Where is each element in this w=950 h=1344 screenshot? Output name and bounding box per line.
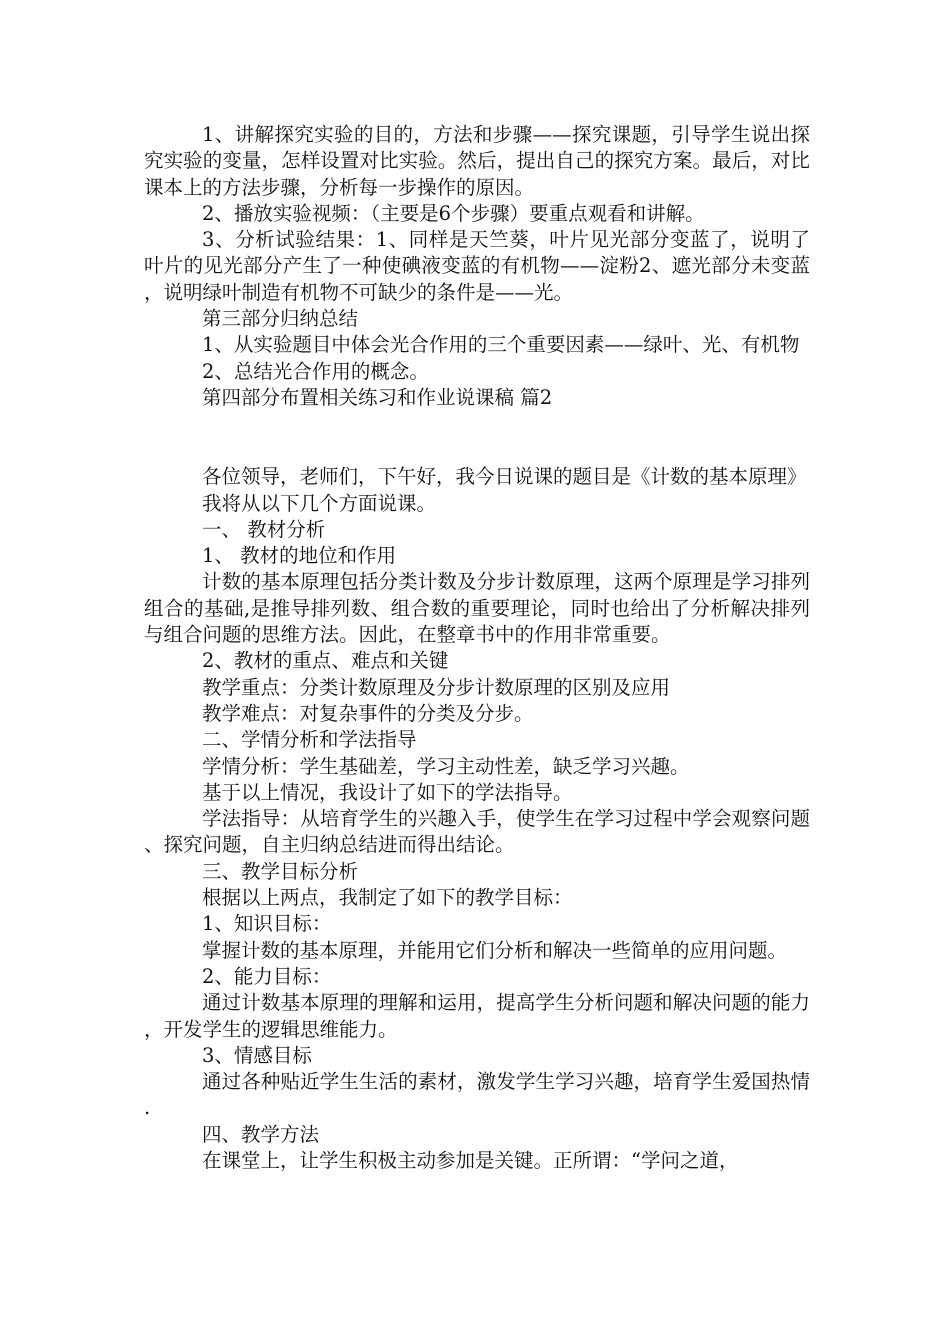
blank-space	[144, 411, 810, 464]
paragraph: 掌握计数的基本原理，并能用它们分析和解决一些简单的应用问题。	[202, 938, 788, 962]
paragraph: 学法指导：从培育学生的兴趣入手，使学生在学习过程中学会观察问题、探究问题，自主归纳总结进而得出结论。	[144, 807, 810, 857]
paragraph: 3、分析试验结果：1、同样是天竺葵，叶片见光部分变蓝了，说明了叶片的见光部分产生了一种使碘液变蓝的有机物——淀粉2、遮光部分未变蓝，说明绿叶制造有机物不可缺少的条件是——光。	[144, 228, 810, 304]
paragraph: 教学难点：对复杂事件的分类及分步。	[202, 701, 534, 725]
paragraph: 各位领导，老师们，下午好，我今日说课的题目是《计数的基本原理》	[202, 465, 807, 489]
subsection-heading: 3、情感目标	[202, 1043, 312, 1067]
paragraph: 1、讲解探究实验的目的，方法和步骤——探究课题，引导学生说出探究实验的变量，怎样设置对比实验。然后，提出自己的探究方案。最后，对比课本上的方法步骤，分析每一步操作的原因。	[144, 123, 810, 199]
subsection-heading: 1、知识目标：	[202, 912, 332, 936]
section-heading: 四、教学方法	[202, 1122, 320, 1146]
paragraph: 2、总结光合作用的概念。	[202, 359, 429, 383]
section-heading: 第三部分归纳总结	[202, 307, 359, 331]
section-heading: 一、 教材分析	[202, 517, 326, 541]
paragraph: 通过计数基本原理的理解和运用，提高学生分析问题和解决问题的能力，开发学生的逻辑思维能力。	[144, 991, 810, 1041]
paragraph: 学情分析：学生基础差，学习主动性差，缺乏学习兴趣。	[202, 754, 690, 778]
section-heading: 第四部分布置相关练习和作业说课稿 篇2	[202, 385, 553, 409]
subsection-heading: 2、能力目标：	[202, 964, 332, 988]
paragraph: 教学重点：分类计数原理及分步计数原理的区别及应用	[202, 675, 671, 699]
subsection-heading: 1、 教材的地位和作用	[202, 544, 397, 568]
paragraph: 通过各种贴近学生生活的素材，激发学生学习兴趣，培育学生爱国热情.	[144, 1070, 810, 1120]
paragraph: 基于以上情况，我设计了如下的学法指导。	[202, 780, 573, 804]
subsection-heading: 2、教材的重点、难点和关键	[202, 649, 449, 673]
paragraph: 我将从以下几个方面说课。	[202, 491, 437, 515]
paragraph: 2、播放实验视频：（主要是6个步骤）要重点观看和讲解。	[202, 201, 705, 225]
document-page	[144, 122, 810, 1174]
section-heading: 二、学情分析和学法指导	[202, 728, 417, 752]
paragraph: 计数的基本原理包括分类计数及分步计数原理，这两个原理是学习排列组合的基础,是推导排列数、组合数的重要理论，同时也给出了分析解决排列与组合问题的思维方法。因此，在整章书中的作用非常重要。	[144, 570, 810, 647]
paragraph: 根据以上两点，我制定了如下的教学目标：	[202, 886, 573, 910]
paragraph: 1、从实验题目中体会光合作用的三个重要因素——绿叶、光、有机物	[202, 333, 800, 357]
paragraph: 在课堂上，让学生积极主动参加是关键。正所谓：“学问之道，	[202, 1148, 739, 1172]
section-heading: 三、教学目标分析	[202, 859, 359, 883]
